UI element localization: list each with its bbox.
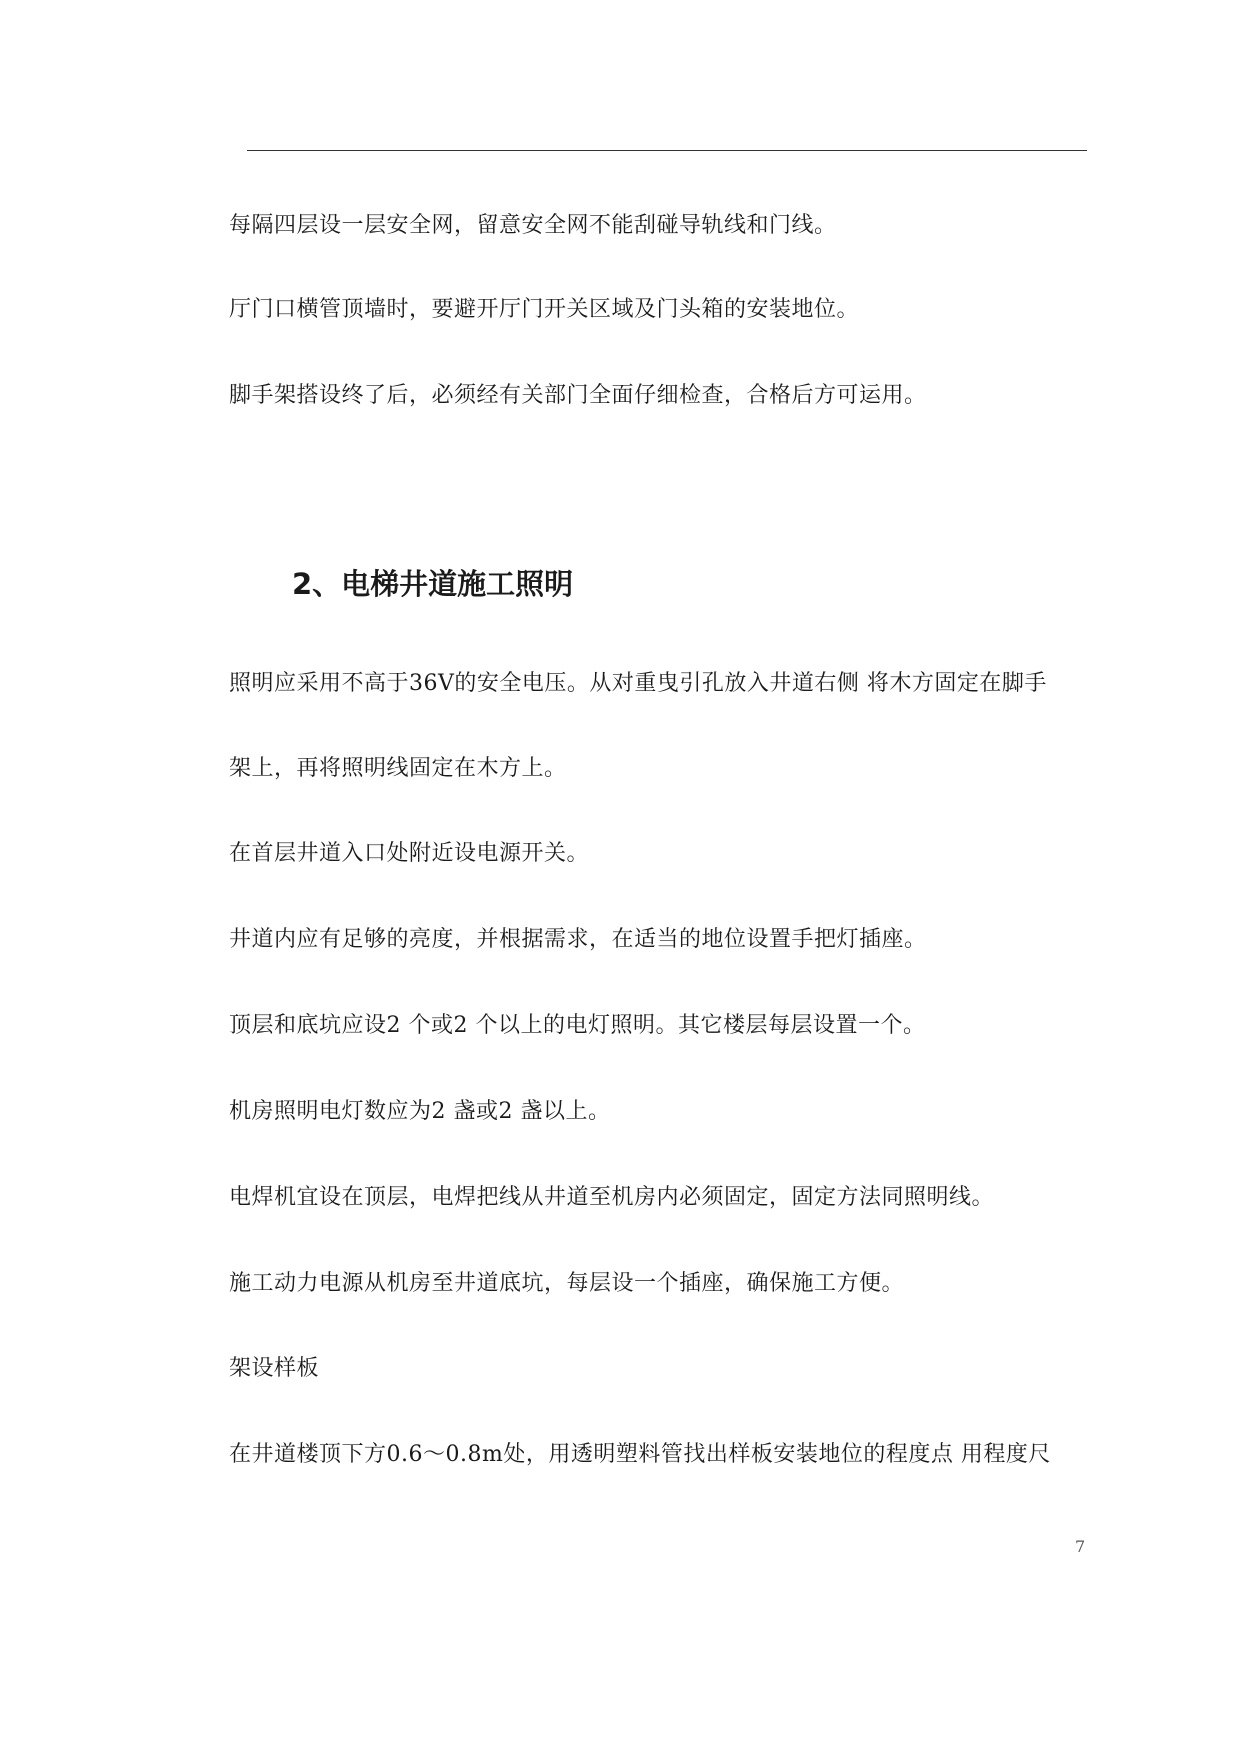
- paragraph-scaffold-inspection: 脚手架搭设终了后，必须经有关部门全面仔细检查，合格后方可运用。: [229, 383, 927, 408]
- paragraph-hall-door-pipe: 厅门口横管顶墙时，要避开厅门开关区域及门头箱的安装地位。: [229, 297, 860, 322]
- paragraph-power-supply: 施工动力电源从机房至井道底坑，每层设一个插座，确保施工方便。: [229, 1271, 905, 1296]
- paragraph-brightness: 井道内应有足够的亮度，并根据需求，在适当的地位设置手把灯插座。: [229, 927, 927, 952]
- paragraph-template-title: 架设样板: [229, 1356, 320, 1381]
- paragraph-machine-room-lights: 机房照明电灯数应为2 盏或2 盏以上。: [229, 1099, 611, 1124]
- section-heading: 2、电梯井道施工照明: [292, 567, 574, 601]
- paragraph-top-pit-lights: 顶层和底坑应设2 个或2 个以上的电灯照明。其它楼层每层设置一个。: [229, 1013, 926, 1038]
- paragraph-template-position: 在井道楼顶下方0.6～0.8m处，用透明塑料管找出样板安装地位的程度点 用程度尺: [229, 1442, 1051, 1467]
- paragraph-lighting-fixing: 架上，再将照明线固定在木方上。: [229, 756, 567, 781]
- page-number: 7: [1075, 1537, 1086, 1556]
- paragraph-welder: 电焊机宜设在顶层，电焊把线从井道至机房内必须固定，固定方法同照明线。: [229, 1185, 995, 1210]
- paragraph-safety-net: 每隔四层设一层安全网，留意安全网不能刮碰导轨线和门线。: [229, 213, 837, 238]
- paragraph-power-switch: 在首层井道入口处附近设电源开关。: [229, 841, 590, 866]
- paragraph-lighting-voltage: 照明应采用不高于36V的安全电压。从对重曳引孔放入井道右侧 将木方固定在脚手: [229, 671, 1047, 696]
- header-rule: [247, 150, 1087, 151]
